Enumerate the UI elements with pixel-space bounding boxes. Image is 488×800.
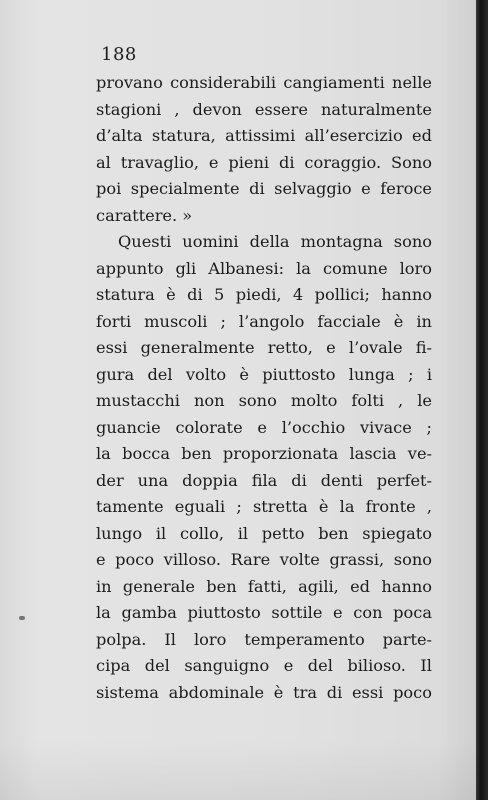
text-line: essi generalmente retto, e l’ovale fi- <box>96 338 432 357</box>
text-line: gura del volto è piuttosto lunga ; i <box>96 364 432 384</box>
text-line: cipa del sanguigno e del bilioso. Il <box>96 656 432 675</box>
body-text <box>96 70 432 706</box>
text-line: la bocca ben proporzionata lascia ve- <box>96 444 432 463</box>
text-line: polpa. Il loro temperamento parte- <box>96 629 432 649</box>
text-line: mustacchi non sono molto folti , le <box>96 391 432 410</box>
text-line: der una doppia fila di denti perfet- <box>96 470 432 490</box>
text-line: poi specialmente di selvaggio e feroce <box>96 179 432 198</box>
text-line: lungo il collo, il petto ben spiegato <box>96 523 432 543</box>
book-binding-edge <box>476 0 488 800</box>
text-line: al travaglio, e pieni di coraggio. Sono <box>96 152 432 172</box>
text-line: tamente eguali ; stretta è la fronte , <box>96 497 432 516</box>
text-line: sistema abdominale è tra di essi poco <box>96 682 432 702</box>
text-line: Questi uomini della montagna sono <box>118 232 432 251</box>
text-line: forti muscoli ; l’angolo facciale è in <box>96 311 432 331</box>
page-bottom-shadow <box>0 740 476 800</box>
page-number: 188 <box>101 44 137 65</box>
text-line: in generale ben fatti, agili, ed hanno <box>96 576 432 596</box>
text-line: carattere. » <box>96 205 193 225</box>
text-line: provano considerabili cangiamenti nelle <box>96 73 432 92</box>
text-line: guancie colorate e l’occhio vivace ; <box>96 417 432 437</box>
text-line: stagioni , devon essere naturalmente <box>96 99 432 119</box>
text-line: la gamba piuttosto sottile e con poca <box>96 603 432 622</box>
text-line: d’alta statura, attissimi all’esercizio ed <box>96 126 432 145</box>
text-line: statura è di 5 piedi, 4 pollici; hanno <box>96 285 432 304</box>
text-line: e poco villoso. Rare volte grassi, sono <box>96 550 432 569</box>
text-line: appunto gli Albanesi: la comune loro <box>96 258 432 278</box>
ink-smudge <box>19 616 25 620</box>
